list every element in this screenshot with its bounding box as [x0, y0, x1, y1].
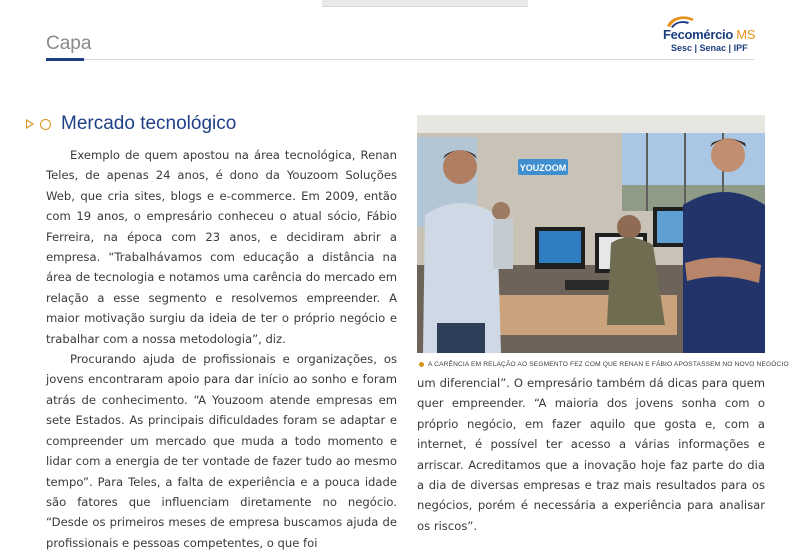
logo-name-suffix: MS: [736, 27, 756, 42]
header-divider: [46, 59, 754, 60]
logo-subline: Sesc | Senac | IPF: [671, 43, 748, 53]
office-photo-illustration: [417, 115, 765, 353]
article-heading: Mercado tecnológico: [61, 113, 237, 134]
photo-sign-text: YOUZOOM: [519, 163, 567, 173]
logo-name: [663, 27, 755, 42]
header-divider-accent: [46, 58, 84, 61]
photo-caption: [419, 361, 789, 368]
article-left-column: [46, 145, 397, 553]
triangle-bullet-icon: [26, 119, 34, 129]
caption-dot-icon: [419, 362, 424, 367]
article-heading-row: [26, 113, 236, 135]
article-paragraph-3: um diferencial”. O empresário também dá dicas para quem quer empreender. “A maioria dos jovens sonha com o próprio negócio, em fazer aquilo que gosta e, com a internet, é possível ter acesso a várias informações e arriscar. Acreditamos que a inovação hoje faz parte do dia a dia de diversas empresas e traz mais resultados para os negócios, porém é necessária a experiência para analisar os riscos”.: [417, 376, 765, 533]
photo-caption-text: A CARÊNCIA EM RELAÇÃO AO SEGMENTO FEZ COM QUE RENAN E FÁBIO APOSTASSEM NO NOVO NEGÓCIO: [428, 361, 789, 368]
top-page-tab: [322, 0, 528, 7]
article-paragraph-2: Procurando ajuda de profissionais e organizações, os jovens encontraram apoio para dar início ao sonho e foram atrás de conhecimento. “A Youzoom atende empresas em sete Estados. As principais dificuldades foram se adaptar e compreender um mercado que muda a todo momento e lidar com a energia de ter vontade de fazer tudo ao mesmo tempo”. Para Teles, a falta de experiência e a pouca idade são fatores que influenciam diretamente no negócio. “Desde os primeiros meses de empresa buscamos ajuda de profissionais e pessoas competentes, o que foi: [46, 352, 397, 550]
article-paragraph-1: Exemplo de quem apostou na área tecnológica, Renan Teles, de apenas 24 anos, é dono da Youzoom Soluções Web, que cria sites, blogs e e-commerce. Em 2009, então com 19 anos, o empresário conheceu o atual sócio, Fábio Ferreira, na época com 23 anos, e decidiram abrir a empresa. “Trabalhávamos com educação a distância na área de tecnologia e notamos uma carência do mercado em relação a esse segmento e resolvemos empreender. A maior motivação surgiu da ideia de ter o próprio negócio e trabalhar com a nossa metodologia”, diz.: [46, 148, 397, 346]
fecomercio-logo: [661, 14, 769, 56]
section-label: Capa: [46, 33, 92, 54]
article-right-column: [417, 373, 765, 536]
circle-bullet-icon: [40, 119, 51, 130]
logo-name-main: Fecomércio: [663, 27, 733, 42]
article-photo: [417, 115, 765, 353]
